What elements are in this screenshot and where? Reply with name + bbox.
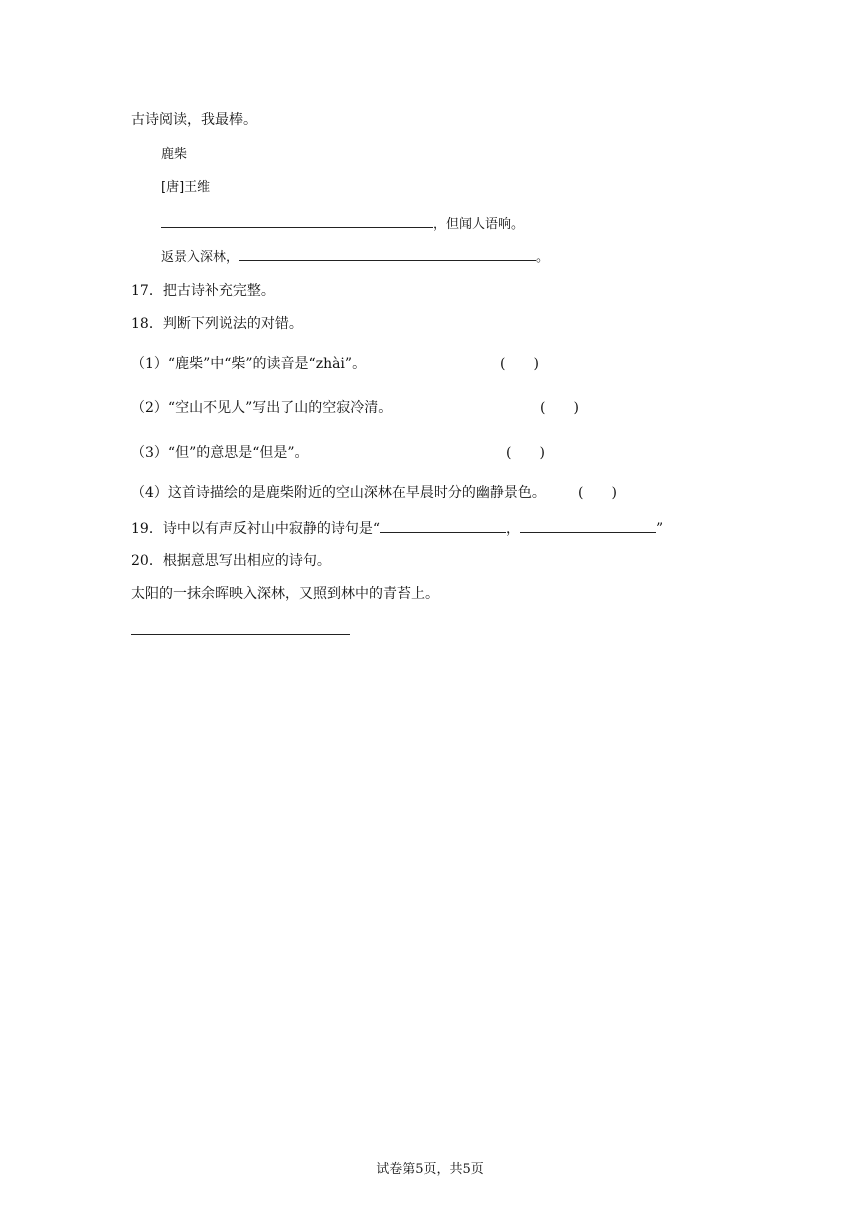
- q19-comma: ，: [505, 521, 520, 537]
- q19-suffix: ”: [655, 521, 664, 537]
- poem-line-2-suffix: 。: [536, 250, 550, 265]
- q19-blank-2[interactable]: [520, 518, 656, 533]
- question-17: 17．把古诗补充完整。: [131, 283, 275, 299]
- q18-item-1-answer-paren[interactable]: ( ): [500, 356, 539, 372]
- page-footer: 试卷第5页，共5页: [376, 1162, 484, 1177]
- poem-author: [唐]王维: [161, 180, 211, 195]
- q19-prefix: 19．诗中以有声反衬山中寂静的诗句是“: [131, 521, 380, 537]
- q18-item-2-answer-paren[interactable]: ( ): [540, 400, 579, 416]
- q18-item-4-answer-paren[interactable]: ( ): [578, 485, 617, 501]
- question-18: 18．判断下列说法的对错。: [131, 316, 303, 332]
- q18-item-3: （3）“但”的意思是“但是”。: [131, 445, 309, 461]
- q20-meaning: 太阳的一抹余晖映入深林，又照到林中的青苔上。: [131, 586, 439, 602]
- section-intro: 古诗阅读，我最棒。: [131, 112, 257, 128]
- q20-answer-blank[interactable]: [131, 634, 350, 635]
- poem-line-2-prefix: 返景入深林，: [161, 250, 240, 265]
- q18-item-2: （2）“空山不见人”写出了山的空寂冷清。: [131, 400, 393, 416]
- question-19: [131, 518, 663, 538]
- question-20: 20．根据意思写出相应的诗句。: [131, 553, 331, 569]
- poem-blank-1[interactable]: [161, 213, 433, 228]
- q19-blank-1[interactable]: [380, 518, 506, 533]
- poem-line-2: [161, 246, 549, 266]
- q18-item-4: （4）这首诗描绘的是鹿柴附近的空山深林在早晨时分的幽静景色。: [131, 485, 546, 501]
- q18-item-3-answer-paren[interactable]: ( ): [506, 445, 545, 461]
- q18-item-1: （1）“鹿柴”中“柴”的读音是“zhài”。: [131, 356, 367, 372]
- poem-blank-2[interactable]: [239, 246, 536, 261]
- poem-line-1: [161, 213, 524, 233]
- poem-title: 鹿柴: [161, 147, 188, 162]
- poem-line-1-suffix: ，但闻人语响。: [433, 217, 525, 232]
